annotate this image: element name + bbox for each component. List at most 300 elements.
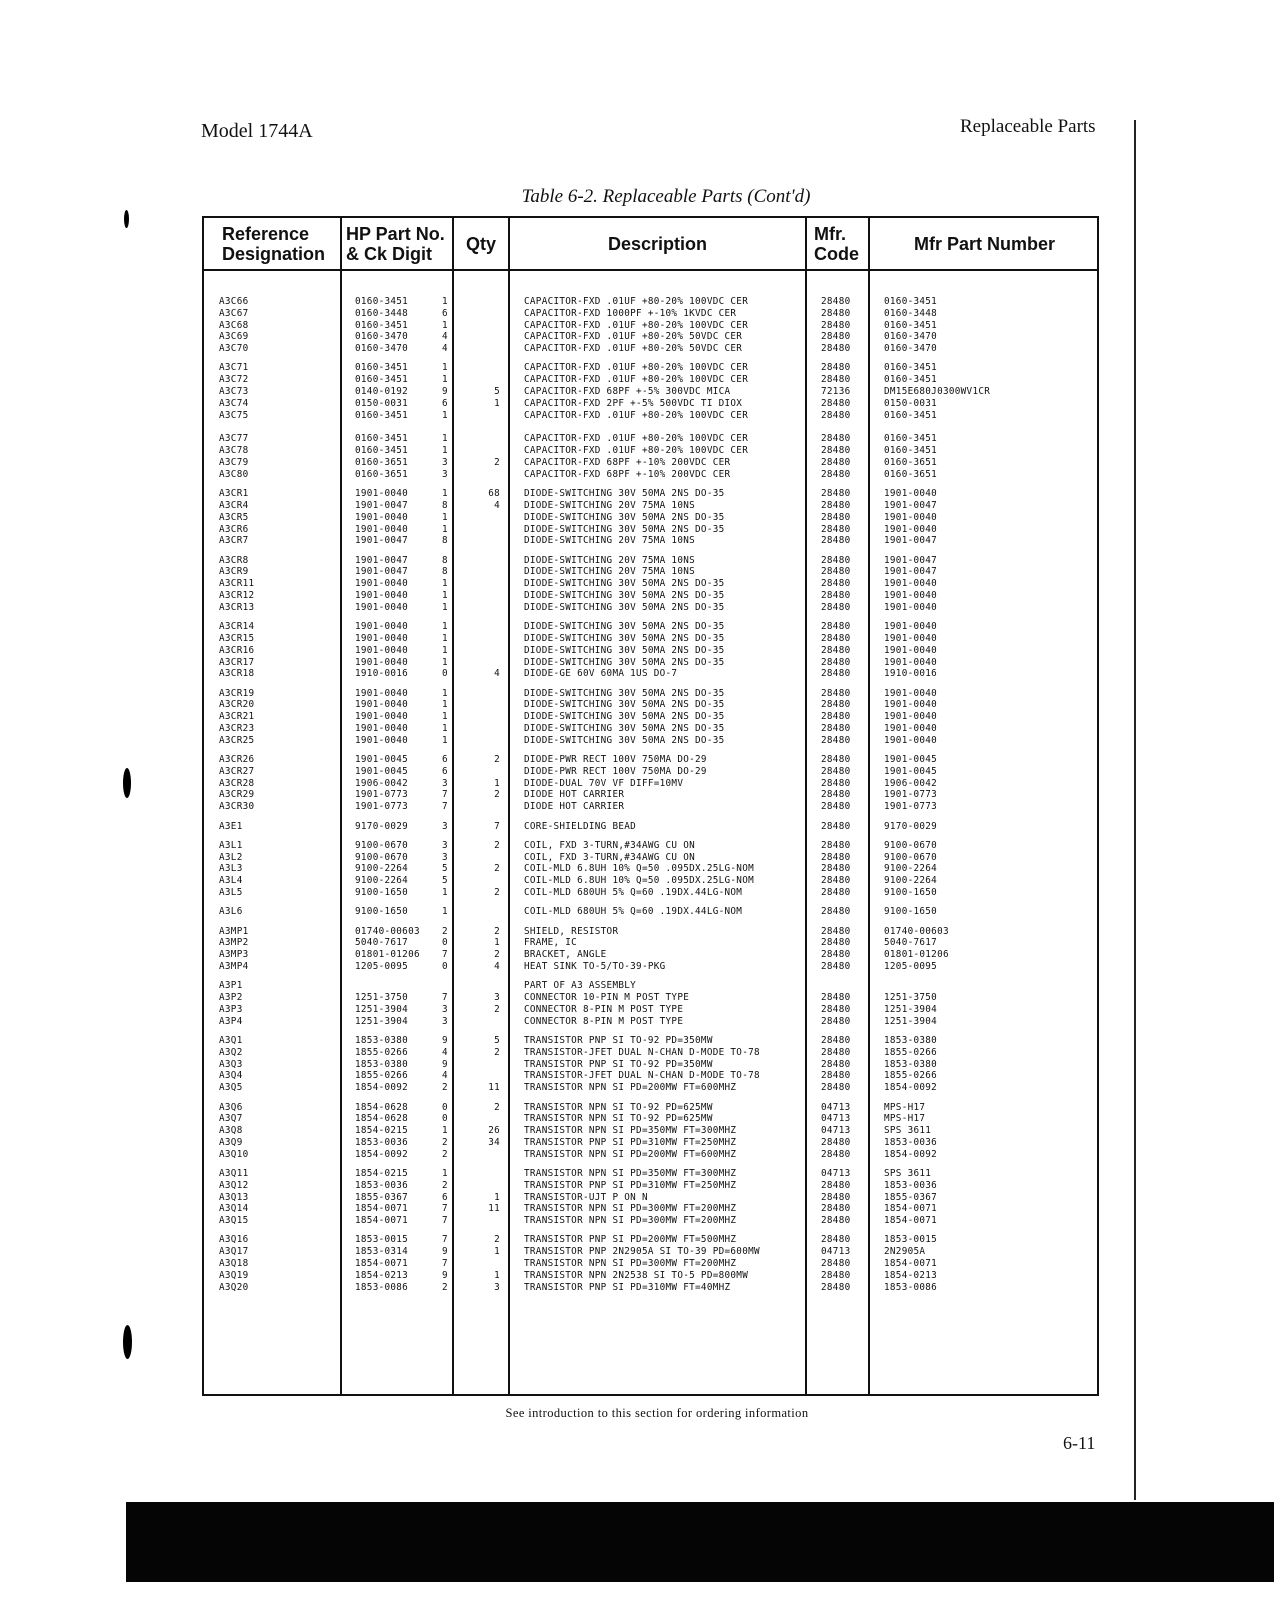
table-row bbox=[204, 1059, 1097, 1071]
mfr-code: 28480 bbox=[821, 777, 851, 789]
mfr-part-number: 2N2905A bbox=[884, 1246, 926, 1258]
hp-part-number: 1901-0040 bbox=[355, 687, 409, 699]
hp-part-number: 0150-0031 bbox=[355, 397, 409, 409]
mfr-code: 28480 bbox=[821, 1015, 851, 1027]
table-row bbox=[204, 343, 1097, 355]
hp-part-number: 1853-0380 bbox=[355, 1058, 409, 1070]
ref-designation: A3CR27 bbox=[219, 765, 255, 777]
table-row bbox=[204, 1125, 1097, 1137]
hp-part-number: 1901-0047 bbox=[355, 554, 409, 566]
ref-designation: A3L6 bbox=[219, 906, 243, 918]
mfr-code: 28480 bbox=[821, 433, 851, 445]
hp-part-number: 1901-0045 bbox=[355, 765, 409, 777]
mfr-part-number: DM15E680J0300WV1CR bbox=[884, 386, 991, 398]
ref-designation: A3MP1 bbox=[219, 925, 249, 937]
description: TRANSISTOR NPN SI PD=350MW FT=300MHZ bbox=[524, 1168, 737, 1179]
table-row bbox=[204, 645, 1097, 657]
mfr-part-number: MPS-H17 bbox=[884, 1113, 926, 1125]
mfr-part-number: 1855-0266 bbox=[884, 1046, 938, 1058]
binding-mark bbox=[123, 1325, 132, 1359]
check-digit: 1 bbox=[442, 734, 448, 746]
ref-designation: A3Q14 bbox=[219, 1203, 249, 1215]
mfr-code: 28480 bbox=[821, 949, 851, 961]
mfr-code: 28480 bbox=[821, 1082, 851, 1094]
parts-group bbox=[204, 821, 1097, 833]
description: CAPACITOR-FXD .01UF +80-20% 50VDC CER bbox=[524, 343, 743, 355]
description: TRANSISTOR NPN SI PD=200MW FT=600MHZ bbox=[524, 1082, 737, 1094]
mfr-code: 28480 bbox=[821, 1258, 851, 1270]
check-digit: 7 bbox=[442, 992, 448, 1004]
mfr-code: 28480 bbox=[821, 343, 851, 355]
mfr-code: 04713 bbox=[821, 1113, 851, 1125]
margin-rule bbox=[1134, 120, 1136, 1500]
check-digit: 6 bbox=[442, 397, 448, 409]
mfr-part-number: 1901-0040 bbox=[884, 578, 938, 590]
mfr-part-number: 1853-0015 bbox=[884, 1234, 938, 1246]
description: TRANSISTOR PNP SI TO-92 PD=350MW bbox=[524, 1058, 713, 1070]
description: DIODE-SWITCHING 30V 50MA 2NS DO-35 bbox=[524, 687, 725, 699]
hp-part-number: 9100-0670 bbox=[355, 839, 409, 851]
ref-designation: A3L5 bbox=[219, 887, 243, 899]
mfr-part-number: 9100-0670 bbox=[884, 851, 938, 863]
hp-part-number: 0160-3651 bbox=[355, 457, 409, 469]
check-digit: 1 bbox=[442, 644, 448, 656]
hp-part-number: 0160-3448 bbox=[355, 307, 409, 319]
ref-designation: A3Q4 bbox=[219, 1070, 243, 1082]
mfr-part-number: 1901-0047 bbox=[884, 499, 938, 511]
description: DIODE-SWITCHING 30V 50MA 2NS DO-35 bbox=[524, 699, 725, 711]
table-row bbox=[204, 1070, 1097, 1082]
mfr-part-number: SPS 3611 bbox=[884, 1168, 932, 1179]
table-row bbox=[204, 535, 1097, 547]
description: CONNECTOR 8-PIN M POST TYPE bbox=[524, 1003, 684, 1015]
ref-designation: A3L3 bbox=[219, 863, 243, 875]
mfr-code: 28480 bbox=[821, 535, 851, 547]
table-row bbox=[204, 863, 1097, 875]
ref-designation: A3Q11 bbox=[219, 1168, 249, 1179]
mfr-part-number: 1910-0016 bbox=[884, 668, 938, 680]
table-row bbox=[204, 992, 1097, 1004]
check-digit: 1 bbox=[442, 433, 448, 445]
table-row bbox=[204, 980, 1097, 992]
mfr-part-number: 1853-0036 bbox=[884, 1136, 938, 1148]
check-digit: 6 bbox=[442, 1191, 448, 1203]
mfr-code: 28480 bbox=[821, 621, 851, 633]
description: DIODE-SWITCHING 30V 50MA 2NS DO-35 bbox=[524, 711, 725, 723]
mfr-code: 28480 bbox=[821, 601, 851, 613]
description: CORE-SHIELDING BEAD bbox=[524, 820, 637, 832]
description: CAPACITOR-FXD .01UF +80-20% 100VDC CER bbox=[524, 362, 749, 374]
description: DIODE-SWITCHING 30V 50MA 2NS DO-35 bbox=[524, 621, 725, 633]
check-digit: 1 bbox=[442, 687, 448, 699]
description: SHIELD, RESISTOR bbox=[524, 925, 619, 937]
check-digit: 1 bbox=[442, 887, 448, 899]
hp-part-number: 0160-3451 bbox=[355, 433, 409, 445]
hp-part-number: 1854-0628 bbox=[355, 1101, 409, 1113]
description: TRANSISTOR NPN SI PD=350MW FT=300MHZ bbox=[524, 1125, 737, 1137]
mfr-part-number: 1854-0071 bbox=[884, 1203, 938, 1215]
mfr-code: 28480 bbox=[821, 374, 851, 386]
mfr-code: 72136 bbox=[821, 386, 851, 398]
mfr-code: 28480 bbox=[821, 409, 851, 421]
mfr-code: 28480 bbox=[821, 992, 851, 1004]
quantity: 4 bbox=[494, 499, 500, 511]
binding-mark bbox=[123, 768, 131, 798]
quantity: 3 bbox=[494, 1281, 500, 1293]
description: CAPACITOR-FXD .01UF +80-20% 50VDC CER bbox=[524, 331, 743, 343]
check-digit: 3 bbox=[442, 468, 448, 480]
mfr-code: 28480 bbox=[821, 499, 851, 511]
ref-designation: A3Q12 bbox=[219, 1179, 249, 1191]
quantity: 4 bbox=[494, 961, 500, 973]
description: COIL-MLD 680UH 5% Q=60 .19DX.44LG-NOM bbox=[524, 906, 743, 918]
ref-designation: A3CR6 bbox=[219, 523, 249, 535]
mfr-code: 28480 bbox=[821, 632, 851, 644]
section-header: Replaceable Parts bbox=[960, 116, 1096, 137]
description: TRANSISTOR-JFET DUAL N-CHAN D-MODE TO-78 bbox=[524, 1070, 760, 1082]
hp-part-number: 1901-0040 bbox=[355, 723, 409, 734]
hp-part-number: 0160-3651 bbox=[355, 468, 409, 480]
mfr-part-number: 1901-0040 bbox=[884, 523, 938, 535]
mfr-code: 28480 bbox=[821, 331, 851, 343]
check-digit: 7 bbox=[442, 1258, 448, 1270]
table-row bbox=[204, 1215, 1097, 1227]
table-row bbox=[204, 621, 1097, 633]
mfr-code: 28480 bbox=[821, 1070, 851, 1082]
description: DIODE-SWITCHING 30V 50MA 2NS DO-35 bbox=[524, 656, 725, 668]
table-row bbox=[204, 821, 1097, 833]
ref-designation: A3CR5 bbox=[219, 511, 249, 523]
footer-note-text: See introduction to this section for ordering information bbox=[505, 1406, 809, 1420]
ref-designation: A3P3 bbox=[219, 1003, 243, 1015]
parts-group bbox=[204, 980, 1097, 1027]
ref-designation: A3Q10 bbox=[219, 1148, 249, 1160]
hp-part-number: 1854-0215 bbox=[355, 1168, 409, 1179]
mfr-code: 28480 bbox=[821, 961, 851, 973]
hp-part-number: 1901-0047 bbox=[355, 535, 409, 547]
check-digit: 1 bbox=[442, 601, 448, 613]
hp-part-number: 1901-0040 bbox=[355, 711, 409, 723]
mfr-part-number: 1901-0040 bbox=[884, 601, 938, 613]
quantity: 3 bbox=[494, 992, 500, 1004]
check-digit: 9 bbox=[442, 1058, 448, 1070]
table-row bbox=[204, 961, 1097, 973]
table-row bbox=[204, 1180, 1097, 1192]
table-row bbox=[204, 590, 1097, 602]
mfr-code: 28480 bbox=[821, 668, 851, 680]
ref-designation: A3CR26 bbox=[219, 754, 255, 766]
mfr-part-number: 0160-3448 bbox=[884, 307, 938, 319]
hp-part-number: 1854-0071 bbox=[355, 1258, 409, 1270]
description: DIODE HOT CARRIER bbox=[524, 789, 625, 801]
hp-part-number: 1901-0040 bbox=[355, 523, 409, 535]
ref-designation: A3Q16 bbox=[219, 1234, 249, 1246]
quantity: 11 bbox=[488, 1082, 500, 1094]
table-caption-text: Table 6-2. Replaceable Parts (Cont'd) bbox=[521, 186, 811, 207]
ref-designation: A3C78 bbox=[219, 445, 249, 457]
mfr-code: 28480 bbox=[821, 925, 851, 937]
description: DIODE-SWITCHING 30V 50MA 2NS DO-35 bbox=[524, 601, 725, 613]
header-mfr-code: Mfr. Code bbox=[814, 223, 859, 264]
hp-part-number: 1853-0036 bbox=[355, 1136, 409, 1148]
description: CAPACITOR-FXD .01UF +80-20% 100VDC CER bbox=[524, 445, 749, 457]
check-digit: 7 bbox=[442, 949, 448, 961]
description: CAPACITOR-FXD 68PF +-10% 200VDC CER bbox=[524, 457, 731, 469]
mfr-code: 28480 bbox=[821, 511, 851, 523]
parts-group bbox=[204, 296, 1097, 355]
description: DIODE-SWITCHING 30V 50MA 2NS DO-35 bbox=[524, 511, 725, 523]
hp-part-number: 1901-0040 bbox=[355, 511, 409, 523]
check-digit: 1 bbox=[442, 578, 448, 590]
header-reference-designation: Reference Designation bbox=[222, 223, 326, 264]
check-digit: 1 bbox=[442, 445, 448, 457]
table-row bbox=[204, 801, 1097, 813]
hp-part-number: 9100-2264 bbox=[355, 863, 409, 875]
mfr-part-number: 9170-0029 bbox=[884, 820, 938, 832]
description: BRACKET, ANGLE bbox=[524, 949, 607, 961]
hp-part-number: 1853-0015 bbox=[355, 1234, 409, 1246]
description: TRANSISTOR PNP 2N2905A SI TO-39 PD=600MW bbox=[524, 1246, 760, 1258]
quantity: 1 bbox=[494, 777, 500, 789]
check-digit: 6 bbox=[442, 754, 448, 766]
ref-designation: A3Q1 bbox=[219, 1035, 243, 1047]
mfr-part-number: 1854-0213 bbox=[884, 1269, 938, 1281]
ref-designation: A3C69 bbox=[219, 331, 249, 343]
header-description: Description bbox=[607, 233, 708, 254]
table-row bbox=[204, 362, 1097, 374]
mfr-code: 28480 bbox=[821, 887, 851, 899]
table-row bbox=[204, 1258, 1097, 1270]
ref-designation: A3CR7 bbox=[219, 535, 249, 547]
ref-designation: A3C77 bbox=[219, 433, 249, 445]
check-digit: 5 bbox=[442, 863, 448, 875]
hp-part-number: 1853-0036 bbox=[355, 1179, 409, 1191]
parts-group bbox=[204, 1035, 1097, 1094]
description: DIODE-SWITCHING 30V 50MA 2NS DO-35 bbox=[524, 523, 725, 535]
header-divider bbox=[204, 269, 1097, 271]
check-digit: 9 bbox=[442, 386, 448, 398]
table-row bbox=[204, 723, 1097, 735]
mfr-code: 28480 bbox=[821, 1148, 851, 1160]
ref-designation: A3Q3 bbox=[219, 1058, 243, 1070]
hp-part-number: 1853-0380 bbox=[355, 1035, 409, 1047]
check-digit: 1 bbox=[442, 319, 448, 331]
mfr-part-number: 1906-0042 bbox=[884, 777, 938, 789]
mfr-code: 04713 bbox=[821, 1101, 851, 1113]
mfr-part-number: 01801-01206 bbox=[884, 949, 949, 961]
quantity: 1 bbox=[494, 397, 500, 409]
mfr-code: 28480 bbox=[821, 307, 851, 319]
description: CAPACITOR-FXD 68PF +-10% 200VDC CER bbox=[524, 468, 731, 480]
description: TRANSISTOR-UJT P ON N bbox=[524, 1191, 648, 1203]
mfr-part-number: 1901-0773 bbox=[884, 789, 938, 801]
mfr-part-number: 0160-3451 bbox=[884, 319, 938, 331]
mfr-code: 28480 bbox=[821, 937, 851, 949]
mfr-part-number: 1855-0266 bbox=[884, 1070, 938, 1082]
quantity: 2 bbox=[494, 789, 500, 801]
description: TRANSISTOR NPN SI TO-92 PD=625MW bbox=[524, 1113, 713, 1125]
mfr-code: 28480 bbox=[821, 851, 851, 863]
mfr-part-number: 1901-0040 bbox=[884, 734, 938, 746]
ref-designation: A3Q7 bbox=[219, 1113, 243, 1125]
table-row bbox=[204, 657, 1097, 669]
description: FRAME, IC bbox=[524, 937, 578, 949]
hp-part-number: 9100-1650 bbox=[355, 906, 409, 918]
check-digit: 4 bbox=[442, 331, 448, 343]
check-digit: 1 bbox=[442, 374, 448, 386]
ref-designation: A3CR1 bbox=[219, 488, 249, 500]
quantity: 34 bbox=[488, 1136, 500, 1148]
mfr-part-number: 1855-0367 bbox=[884, 1191, 938, 1203]
ref-designation: A3CR18 bbox=[219, 668, 255, 680]
ref-designation: A3Q13 bbox=[219, 1191, 249, 1203]
description: DIODE-SWITCHING 30V 50MA 2NS DO-35 bbox=[524, 644, 725, 656]
ref-designation: A3C68 bbox=[219, 319, 249, 331]
mfr-code: 28480 bbox=[821, 734, 851, 746]
mfr-code: 28480 bbox=[821, 397, 851, 409]
description: TRANSISTOR NPN SI PD=300MW FT=200MHZ bbox=[524, 1258, 737, 1270]
mfr-part-number: 1901-0040 bbox=[884, 699, 938, 711]
table-row bbox=[204, 1270, 1097, 1282]
table-row bbox=[204, 711, 1097, 723]
check-digit: 1 bbox=[442, 632, 448, 644]
mfr-code: 28480 bbox=[821, 1203, 851, 1215]
mfr-part-number: 1901-0040 bbox=[884, 511, 938, 523]
hp-part-number: 1906-0042 bbox=[355, 777, 409, 789]
description: TRANSISTOR PNP SI PD=310MW FT=40MHZ bbox=[524, 1281, 731, 1293]
mfr-code: 28480 bbox=[821, 578, 851, 590]
mfr-part-number: 1853-0086 bbox=[884, 1281, 938, 1293]
hp-part-number: 9100-1650 bbox=[355, 887, 409, 899]
hp-part-number: 1901-0040 bbox=[355, 644, 409, 656]
mfr-part-number: 0160-3451 bbox=[884, 362, 938, 374]
hp-part-number: 1205-0095 bbox=[355, 961, 409, 973]
ref-designation: A3L1 bbox=[219, 839, 243, 851]
table-row bbox=[204, 445, 1097, 457]
quantity: 1 bbox=[494, 1246, 500, 1258]
table-caption bbox=[0, 186, 1274, 208]
ref-designation: A3CR12 bbox=[219, 590, 255, 602]
mfr-part-number: 01740-00603 bbox=[884, 925, 949, 937]
table-row bbox=[204, 331, 1097, 343]
table-row bbox=[204, 602, 1097, 614]
ref-designation: A3Q6 bbox=[219, 1101, 243, 1113]
description: TRANSISTOR NPN SI PD=200MW FT=600MHZ bbox=[524, 1148, 737, 1160]
mfr-code: 04713 bbox=[821, 1246, 851, 1258]
quantity: 2 bbox=[494, 1046, 500, 1058]
description: TRANSISTOR NPN SI PD=300MW FT=200MHZ bbox=[524, 1215, 737, 1227]
check-digit: 9 bbox=[442, 1246, 448, 1258]
ref-designation: A3Q15 bbox=[219, 1215, 249, 1227]
mfr-part-number: 9100-0670 bbox=[884, 839, 938, 851]
check-digit: 2 bbox=[442, 925, 448, 937]
ref-designation: A3CR11 bbox=[219, 578, 255, 590]
check-digit: 2 bbox=[442, 1281, 448, 1293]
table-row bbox=[204, 875, 1097, 887]
hp-part-number: 1854-0092 bbox=[355, 1082, 409, 1094]
ref-designation: A3C75 bbox=[219, 409, 249, 421]
check-digit: 7 bbox=[442, 801, 448, 813]
description: TRANSISTOR NPN SI PD=300MW FT=200MHZ bbox=[524, 1203, 737, 1215]
mfr-part-number: 9100-2264 bbox=[884, 875, 938, 887]
parts-group bbox=[204, 433, 1097, 480]
mfr-code: 28480 bbox=[821, 820, 851, 832]
table-row bbox=[204, 766, 1097, 778]
table-row bbox=[204, 754, 1097, 766]
hp-part-number: 01801-01206 bbox=[355, 949, 420, 961]
table-row bbox=[204, 320, 1097, 332]
mfr-code: 28480 bbox=[821, 445, 851, 457]
check-digit: 0 bbox=[442, 937, 448, 949]
mfr-part-number: 1901-0040 bbox=[884, 590, 938, 602]
hp-part-number: 1901-0047 bbox=[355, 499, 409, 511]
parts-group bbox=[204, 840, 1097, 899]
mfr-code: 28480 bbox=[821, 875, 851, 887]
ref-designation: A3CR4 bbox=[219, 499, 249, 511]
ref-designation: A3C67 bbox=[219, 307, 249, 319]
mfr-code: 28480 bbox=[821, 687, 851, 699]
mfr-code: 28480 bbox=[821, 319, 851, 331]
ref-designation: A3Q18 bbox=[219, 1258, 249, 1270]
hp-part-number: 1901-0047 bbox=[355, 566, 409, 578]
check-digit: 0 bbox=[442, 961, 448, 973]
quantity: 7 bbox=[494, 820, 500, 832]
mfr-code: 28480 bbox=[821, 789, 851, 801]
mfr-code: 28480 bbox=[821, 1003, 851, 1015]
check-digit: 1 bbox=[442, 621, 448, 633]
table-row bbox=[204, 1246, 1097, 1258]
description: CONNECTOR 8-PIN M POST TYPE bbox=[524, 1015, 684, 1027]
description: DIODE-SWITCHING 30V 50MA 2NS DO-35 bbox=[524, 488, 725, 500]
ref-designation: A3CR19 bbox=[219, 687, 255, 699]
ref-designation: A3MP2 bbox=[219, 937, 249, 949]
description: DIODE-SWITCHING 30V 50MA 2NS DO-35 bbox=[524, 734, 725, 746]
ref-designation: A3CR23 bbox=[219, 723, 255, 734]
mfr-code: 28480 bbox=[821, 644, 851, 656]
description: DIODE-SWITCHING 20V 75MA 10NS bbox=[524, 499, 696, 511]
mfr-part-number: 1901-0773 bbox=[884, 801, 938, 813]
quantity: 2 bbox=[494, 863, 500, 875]
header-mfr-part-number: Mfr Part Number bbox=[913, 233, 1056, 254]
quantity: 2 bbox=[494, 1234, 500, 1246]
description: DIODE-PWR RECT 100V 750MA DO-29 bbox=[524, 765, 707, 777]
ref-designation: A3Q20 bbox=[219, 1281, 249, 1293]
hp-part-number: 1901-0773 bbox=[355, 789, 409, 801]
check-digit: 8 bbox=[442, 535, 448, 547]
ref-designation: A3C71 bbox=[219, 362, 249, 374]
description: CAPACITOR-FXD 1000PF +-10% 1KVDC CER bbox=[524, 307, 737, 319]
binding-mark bbox=[124, 210, 129, 228]
quantity: 2 bbox=[494, 754, 500, 766]
description: CAPACITOR-FXD 68PF +-5% 300VDC MICA bbox=[524, 386, 731, 398]
table-row bbox=[204, 488, 1097, 500]
quantity: 1 bbox=[494, 1191, 500, 1203]
mfr-part-number: 1901-0047 bbox=[884, 535, 938, 547]
model-header: Model 1744A bbox=[201, 120, 313, 142]
mfr-code: 28480 bbox=[821, 1058, 851, 1070]
check-digit: 3 bbox=[442, 839, 448, 851]
table-row bbox=[204, 840, 1097, 852]
quantity: 68 bbox=[488, 488, 500, 500]
mfr-part-number: 1901-0040 bbox=[884, 723, 938, 734]
mfr-code: 28480 bbox=[821, 1234, 851, 1246]
hp-part-number: 1854-0071 bbox=[355, 1215, 409, 1227]
mfr-code: 28480 bbox=[821, 1269, 851, 1281]
hp-part-number: 5040-7617 bbox=[355, 937, 409, 949]
check-digit: 9 bbox=[442, 1269, 448, 1281]
mfr-code: 28480 bbox=[821, 1136, 851, 1148]
ref-designation: A3CR28 bbox=[219, 777, 255, 789]
